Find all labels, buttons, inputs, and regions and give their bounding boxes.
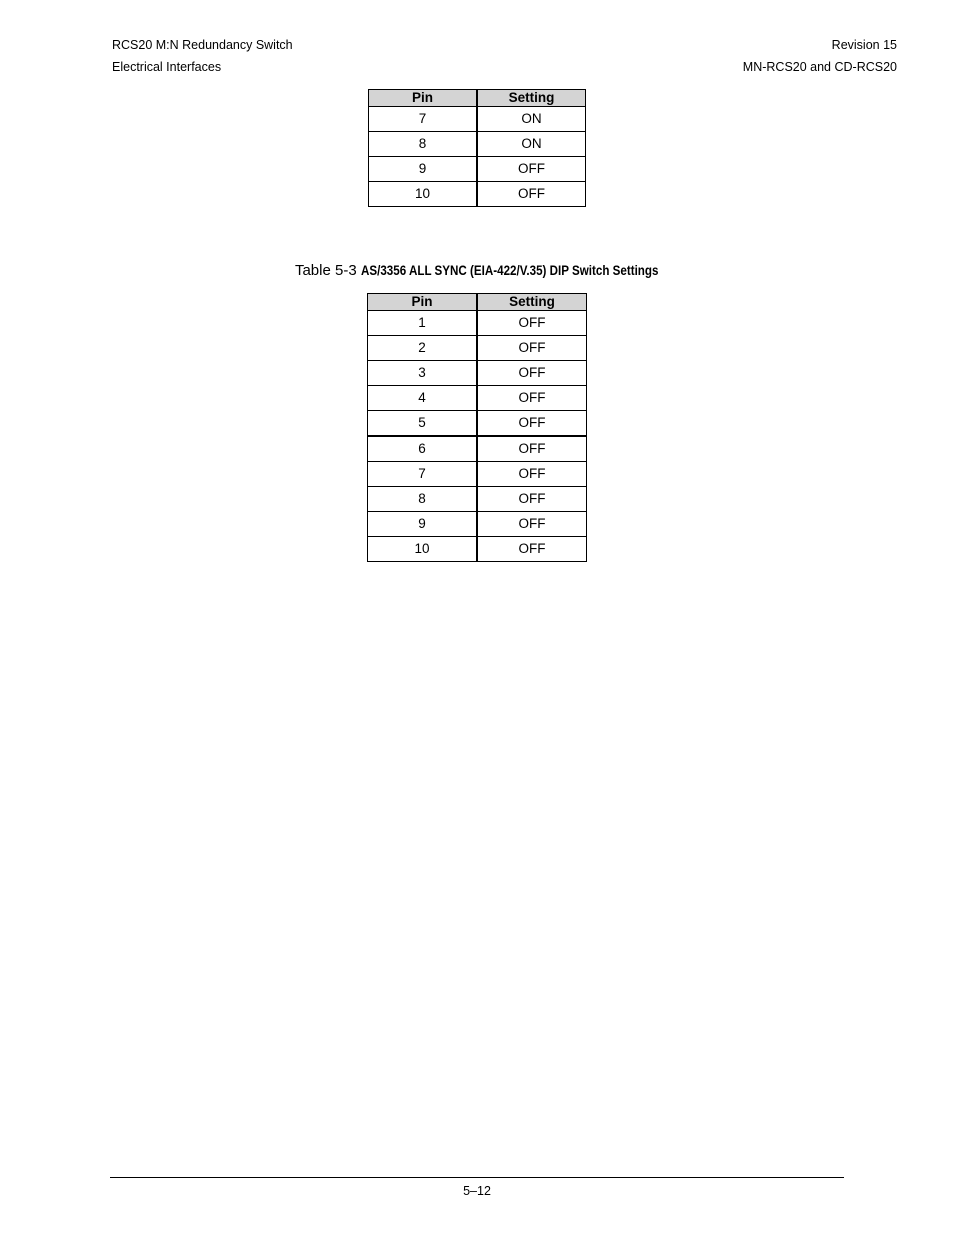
pin-cell: 10: [369, 182, 478, 207]
pin-cell: 9: [368, 512, 477, 537]
table-header-row: [369, 90, 586, 107]
pin-cell: 8: [368, 487, 477, 512]
setting-cell: OFF: [477, 512, 587, 537]
header-section-name: Electrical Interfaces: [112, 60, 222, 74]
table-row: [369, 157, 586, 182]
table-row: [368, 386, 587, 411]
dip-switch-table-continued: [368, 89, 586, 207]
table-caption-number: Table 5-3: [294, 262, 357, 279]
header-document-title: RCS20 M:N Redundancy Switch: [112, 38, 293, 52]
footer-divider: [110, 1177, 844, 1178]
setting-cell: OFF: [477, 436, 587, 462]
setting-cell: OFF: [477, 386, 587, 411]
pin-cell: 7: [368, 462, 477, 487]
column-header-pin: Pin: [369, 90, 478, 107]
header-revision: Revision 15: [831, 38, 897, 52]
table-row: [368, 336, 587, 361]
pin-cell: 10: [368, 537, 477, 562]
pin-cell: 6: [368, 436, 477, 462]
column-header-setting: Setting: [477, 294, 587, 311]
table-row: [368, 361, 587, 386]
setting-cell: OFF: [477, 336, 587, 361]
setting-cell: OFF: [477, 182, 586, 207]
header-manual-number: MN-RCS20 and CD-RCS20: [742, 60, 897, 74]
table-row: [368, 512, 587, 537]
pin-cell: 1: [368, 311, 477, 336]
table-row: [369, 182, 586, 207]
setting-cell: ON: [477, 132, 586, 157]
table-caption: [0, 262, 954, 280]
setting-cell: OFF: [477, 411, 587, 437]
pin-cell: 8: [369, 132, 478, 157]
table-row: [368, 436, 587, 462]
pin-cell: 7: [369, 107, 478, 132]
table-row: [369, 107, 586, 132]
table-row: [368, 487, 587, 512]
table-row: [369, 132, 586, 157]
column-header-pin: Pin: [368, 294, 477, 311]
table-row: [368, 462, 587, 487]
setting-cell: OFF: [477, 537, 587, 562]
table-row: [368, 411, 587, 437]
pin-cell: 9: [369, 157, 478, 182]
setting-cell: ON: [477, 107, 586, 132]
table-caption-title: AS/3356 ALL SYNC (EIA-422/V.35) DIP Switch Settings: [361, 263, 659, 278]
setting-cell: OFF: [477, 311, 587, 336]
setting-cell: OFF: [477, 462, 587, 487]
table-header-row: [368, 294, 587, 311]
page-number: 5–12: [463, 1184, 491, 1198]
pin-cell: 2: [368, 336, 477, 361]
table-row: [368, 537, 587, 562]
column-header-setting: Setting: [477, 90, 586, 107]
pin-cell: 3: [368, 361, 477, 386]
setting-cell: OFF: [477, 361, 587, 386]
table-row: [368, 311, 587, 336]
pin-cell: 5: [368, 411, 477, 437]
setting-cell: OFF: [477, 157, 586, 182]
setting-cell: OFF: [477, 487, 587, 512]
dip-switch-settings-table: [367, 293, 587, 562]
pin-cell: 4: [368, 386, 477, 411]
